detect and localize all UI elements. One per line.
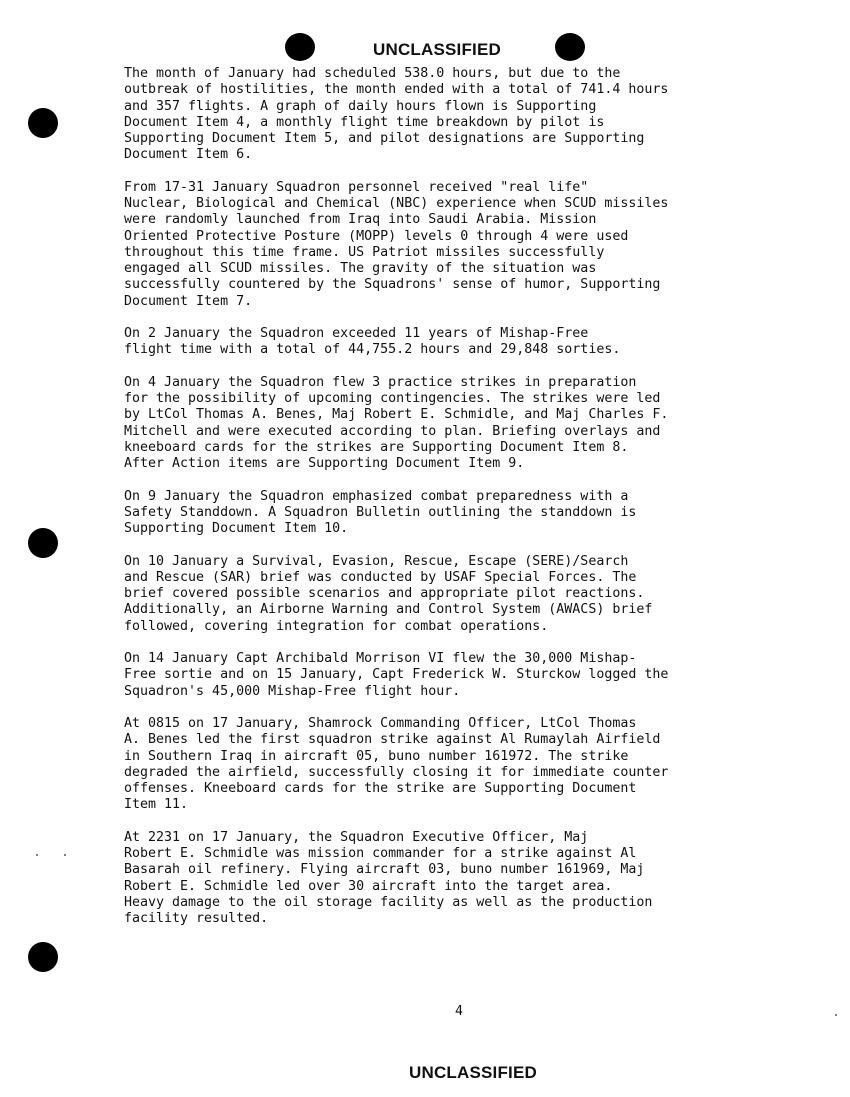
paragraph-sere-brief: On 10 January a Survival, Evasion, Rescue, Escape (SERE)/Search and Rescue (SAR) brief was conducted by USAF Special Forces. The brief covered possible scenarios and appropriate pilot reactions. Additionally, an Airborne Warning and Control System (AWACS) brief followed, covering integration for combat operations. xyxy=(124,553,653,634)
binder-hole-3 xyxy=(28,942,58,972)
paragraph-practice-strikes: On 4 January the Squadron flew 3 practice strikes in preparation for the possibility of upcoming contingencies. The strikes were led by LtCol Thomas A. Benes, Maj Robert E. Schmidle, and Maj Charles F. Mitchell and were executed according to plan. Briefing overlays and kneeboard cards for the strikes are Supporting Document Item 8. After Action items are Supporting Document Item 9. xyxy=(124,374,669,471)
scan-speck xyxy=(835,1014,837,1016)
scan-speck xyxy=(64,854,66,856)
paragraph-flight-hours: The month of January had scheduled 538.0 hours, but due to the outbreak of hostilities, the month ended with a total of 741.4 hours and 357 flights. A graph of daily hours flown is Supporting Document Item 4, a monthly flight time breakdown by pilot is Supporting Document Item 5, and pilot designations are Supporting Document Item 6. xyxy=(124,66,669,163)
binder-hole-2 xyxy=(28,528,58,558)
paragraph-refinery-strike: At 2231 on 17 January, the Squadron Executive Officer, Maj Robert E. Schmidle was mission commander for a strike against Al Basarah oil refinery. Flying aircraft 03, buno number 161969, Maj Robert E. Schmidle led over 30 aircraft into the target area. Heavy damage to the oil storage facility as well as the production facility resulted. xyxy=(124,829,653,926)
paragraph-mishap-free-record: On 2 January the Squadron exceeded 11 years of Mishap-Free flight time with a total of 44,755.2 hours and 29,848 sorties. xyxy=(124,326,621,358)
top-classification-marking: UNCLASSIFIED xyxy=(372,40,502,59)
punch-hole-top-right xyxy=(555,33,585,61)
paragraph-milestones: On 14 January Capt Archibald Morrison VI flew the 30,000 Mishap- Free sortie and on 15 January, Capt Frederick W. Sturckow logged the Squadron's 45,000 Mishap-Free flight hour. xyxy=(124,651,669,699)
paragraph-first-strike: At 0815 on 17 January, Shamrock Commanding Officer, LtCol Thomas A. Benes led the first squadron strike against Al Rumaylah Airfield in Southern Iraq in aircraft 05, buno number 161972. The strike degraded the airfield, successfully closing it for immediate counter offenses. Kneeboard cards for the strike are Supporting Document Item 11. xyxy=(124,716,669,813)
binder-hole-1 xyxy=(28,108,58,138)
page-number: 4 xyxy=(454,1004,463,1019)
paragraph-safety-standdown: On 9 January the Squadron emphasized combat preparedness with a Safety Standdown. A Squadron Bulletin outlining the standdown is Supporting Document Item 10. xyxy=(124,488,637,536)
bottom-classification-marking: UNCLASSIFIED xyxy=(408,1063,538,1082)
paragraph-nbc-experience: From 17-31 January Squadron personnel received "real life" Nuclear, Biological and Chemical (NBC) experience when SCUD missiles were randomly launched from Iraq into Saudi Arabia. Mission Oriented Protective Posture (MOPP) levels 0 through 4 were used throughout this time frame. US Patriot missiles successfully engaged all SCUD missiles. The gravity of the situation was successfully countered by the Squadrons' sense of humor, Supporting Document Item 7. xyxy=(124,179,669,309)
scan-speck xyxy=(36,854,38,856)
document-body xyxy=(124,66,824,944)
